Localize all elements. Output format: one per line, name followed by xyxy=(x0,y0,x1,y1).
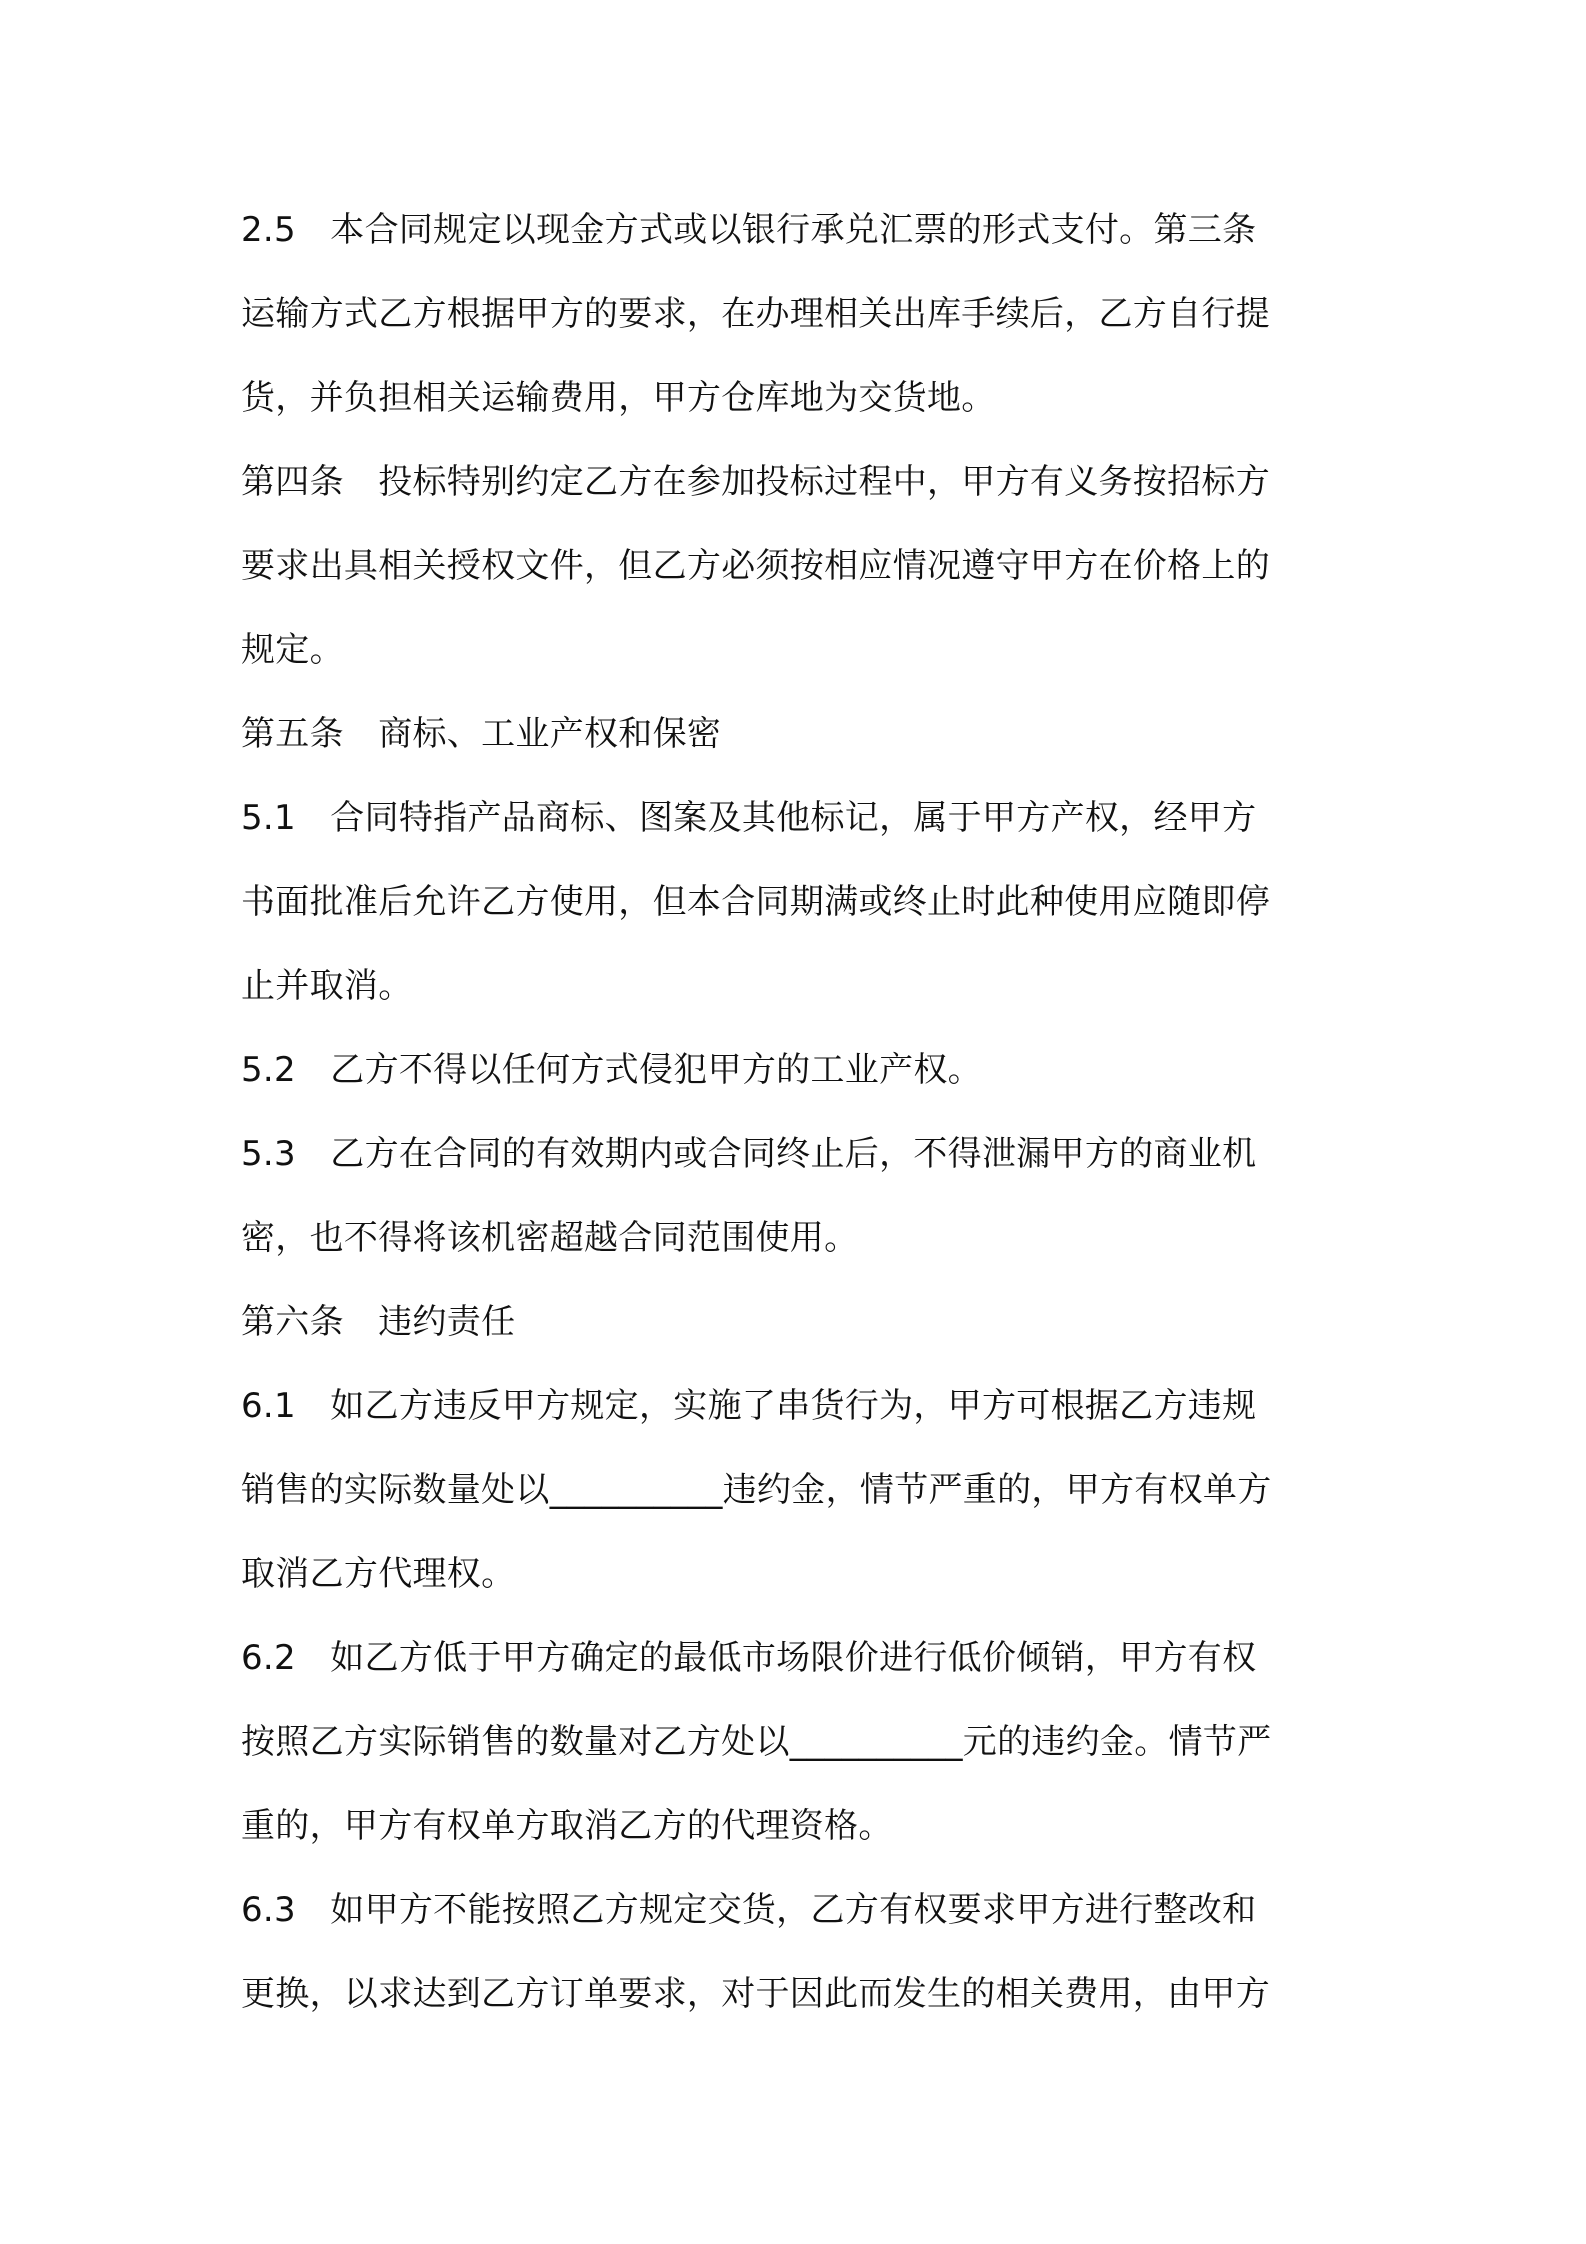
text-line: 5.2 乙方不得以任何方式侵犯甲方的工业产权。 xyxy=(241,1050,982,1090)
text-line: 6.1 如乙方违反甲方规定，实施了串货行为，甲方可根据乙方违规 xyxy=(241,1386,1257,1426)
section-heading: 第五条 商标、工业产权和保密 xyxy=(241,714,722,754)
text-line: 第四条 投标特别约定乙方在参加投标过程中，甲方有义务按招标方 xyxy=(241,462,1270,502)
text-line: 运输方式乙方根据甲方的要求，在办理相关出库手续后，乙方自行提 xyxy=(241,294,1270,334)
section-heading: 第六条 违约责任 xyxy=(241,1302,516,1342)
text-line: 止并取消。 xyxy=(241,966,413,1006)
text-line: 要求出具相关授权文件，但乙方必须按相应情况遵守甲方在价格上的 xyxy=(241,546,1270,586)
text-line: 更换，以求达到乙方订单要求，对于因此而发生的相关费用，由甲方 xyxy=(241,1974,1270,2014)
text-line: 规定。 xyxy=(241,630,344,670)
text-line: 销售的实际数量处以__________违约金，情节严重的，甲方有权单方 xyxy=(241,1470,1272,1510)
text-line: 按照乙方实际销售的数量对乙方处以__________元的违约金。情节严 xyxy=(241,1722,1272,1762)
text-line: 5.3 乙方在合同的有效期内或合同终止后，不得泄漏甲方的商业机 xyxy=(241,1134,1257,1174)
text-line: 重的，甲方有权单方取消乙方的代理资格。 xyxy=(241,1806,893,1846)
text-line: 书面批准后允许乙方使用，但本合同期满或终止时此种使用应随即停 xyxy=(241,882,1270,922)
text-line: 6.2 如乙方低于甲方确定的最低市场限价进行低价倾销，甲方有权 xyxy=(241,1638,1257,1678)
text-line: 2.5 本合同规定以现金方式或以银行承兑汇票的形式支付。第三条 xyxy=(241,210,1257,250)
text-line: 货，并负担相关运输费用，甲方仓库地为交货地。 xyxy=(241,378,996,418)
text-line: 密，也不得将该机密超越合同范围使用。 xyxy=(241,1218,859,1258)
text-line: 5.1 合同特指产品商标、图案及其他标记，属于甲方产权，经甲方 xyxy=(241,798,1257,838)
text-line: 6.3 如甲方不能按照乙方规定交货，乙方有权要求甲方进行整改和 xyxy=(241,1890,1257,1930)
text-line: 取消乙方代理权。 xyxy=(241,1554,516,1594)
